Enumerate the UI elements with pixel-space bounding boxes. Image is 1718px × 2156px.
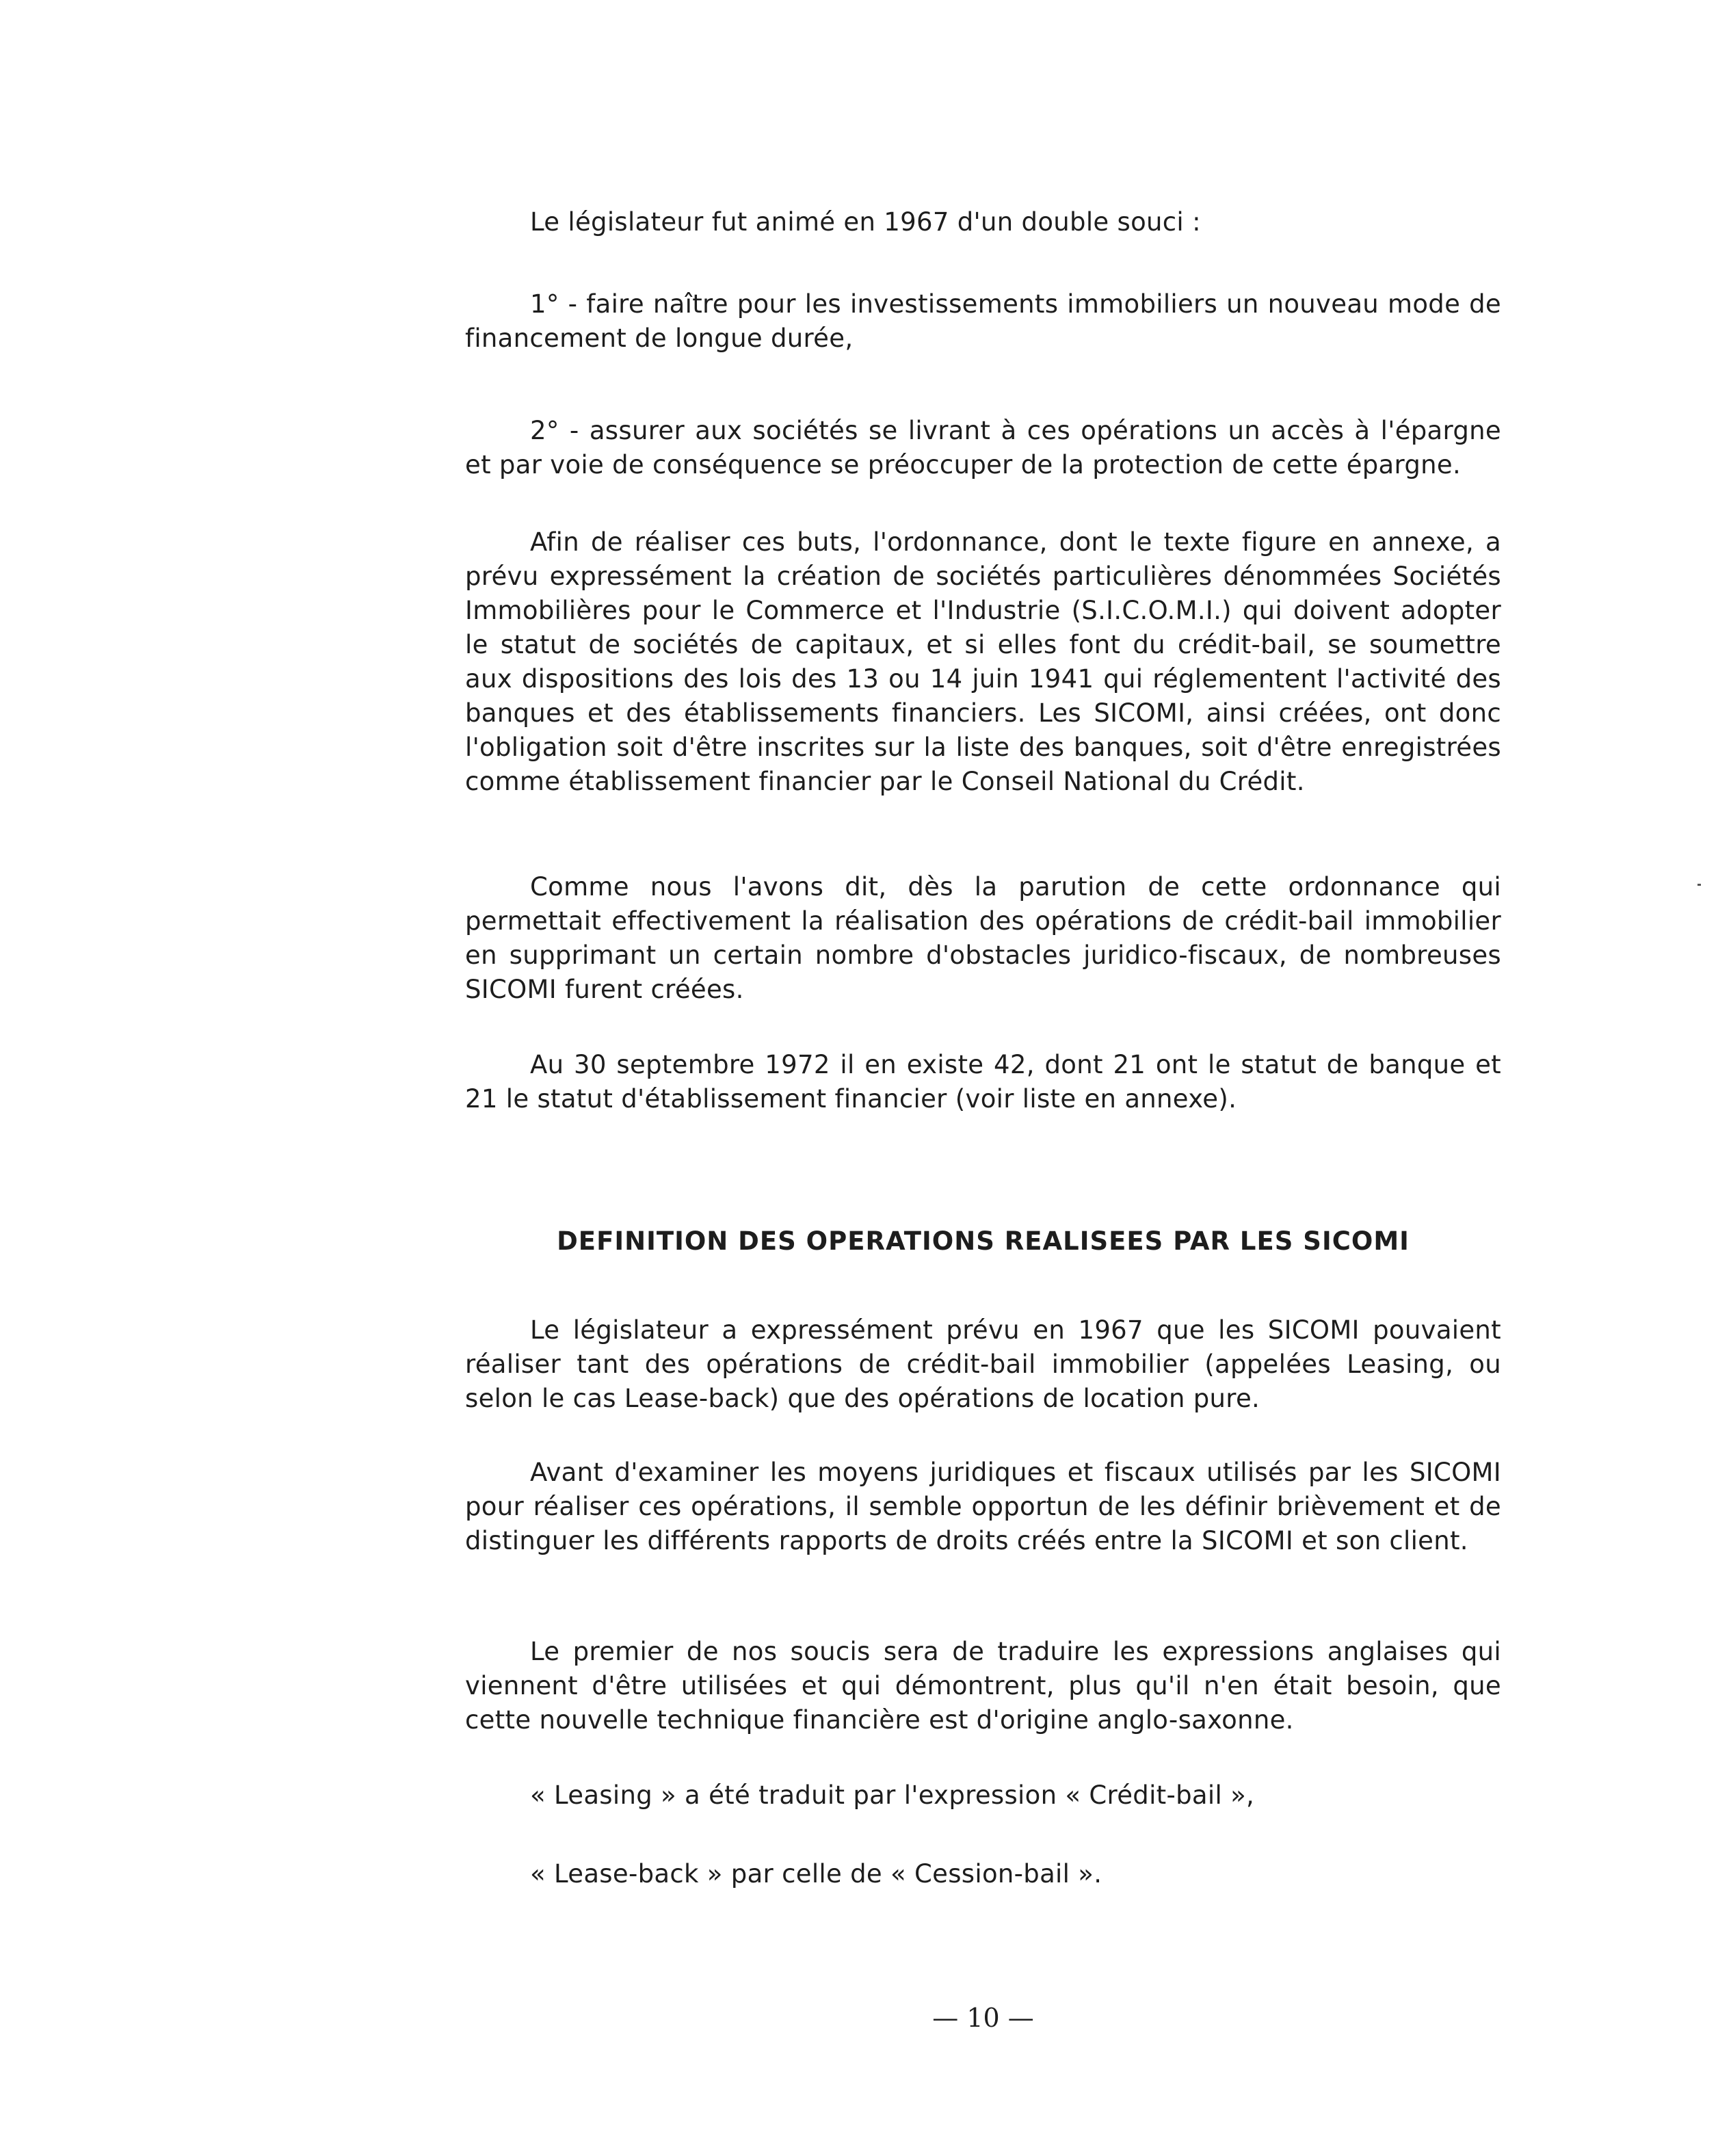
section-heading: DEFINITION DES OPERATIONS REALISEES PAR LES SICOMI xyxy=(557,1226,1410,1256)
scan-speck xyxy=(1697,884,1701,886)
paragraph-ordonnance: Afin de réaliser ces buts, l'ordonnance, dont le texte figure en annexe, a prévu expressément la création de sociétés particulières dénommées Sociétés Immobilières pour le Commerce et l'Industrie (S.I.C.O.M.I.) qui doivent adopter le statut de sociétés de capitaux, et si elles font du crédit-bail, se soumettre aux dispositions des lois des 13 ou 14 juin 1941 qui réglementent l'activité des banques et des établissements financiers. Les SICOMI, ainsi créées, ont donc l'obligation soit d'être inscrites sur la liste des banques, soit d'être enregistrées comme établissement financier par le Conseil National du Crédit. xyxy=(465,527,1501,796)
paragraph-translation: Le premier de nos soucis sera de traduire les expressions anglaises qui viennent d'être utilisées et qui démontrent, plus qu'il n'en était besoin, que cette nouvelle technique financière est d'origine anglo-saxonne. xyxy=(465,1637,1501,1735)
paragraph-statistics: Au 30 septembre 1972 il en existe 42, dont 21 ont le statut de banque et 21 le statut d'établissement financier (voir liste en annexe). xyxy=(465,1050,1501,1114)
translation-leasing: « Leasing » a été traduit par l'expression « Crédit-bail », xyxy=(530,1780,1255,1810)
page-number: — 10 — xyxy=(932,2003,1034,2033)
paragraph-point-2: 2° - assurer aux sociétés se livrant à ces opérations un accès à l'épargne et par voie de conséquence se préoccuper de la protection de cette épargne. xyxy=(465,416,1501,479)
translation-lease-back: « Lease-back » par celle de « Cession-bail ». xyxy=(530,1859,1102,1889)
paragraph-definitions: Avant d'examiner les moyens juridiques et fiscaux utilisés par les SICOMI pour réaliser ces opérations, il semble opportun de les définir brièvement et de distinguer les différents rapports de droits créés entre la SICOMI et son client. xyxy=(465,1458,1501,1555)
paragraph-parution: Comme nous l'avons dit, dès la parution de cette ordonnance qui permettait effectivement la réalisation des opérations de crédit-bail immobilier en supprimant un certain nombre d'obstacles juridico-fiscaux, de nombreuses SICOMI furent créées. xyxy=(465,872,1501,1004)
paragraph-operations: Le législateur a expressément prévu en 1967 que les SICOMI pouvaient réaliser tant des opérations de crédit-bail immobilier (appelées Leasing, ou selon le cas Lease-back) que des opérations de location pure. xyxy=(465,1315,1501,1413)
text-column xyxy=(465,0,1501,2156)
paragraph-intro: Le législateur fut animé en 1967 d'un double souci : xyxy=(530,207,1201,237)
paragraph-point-1: 1° - faire naître pour les investissements immobiliers un nouveau mode de financement de longue durée, xyxy=(465,289,1501,353)
